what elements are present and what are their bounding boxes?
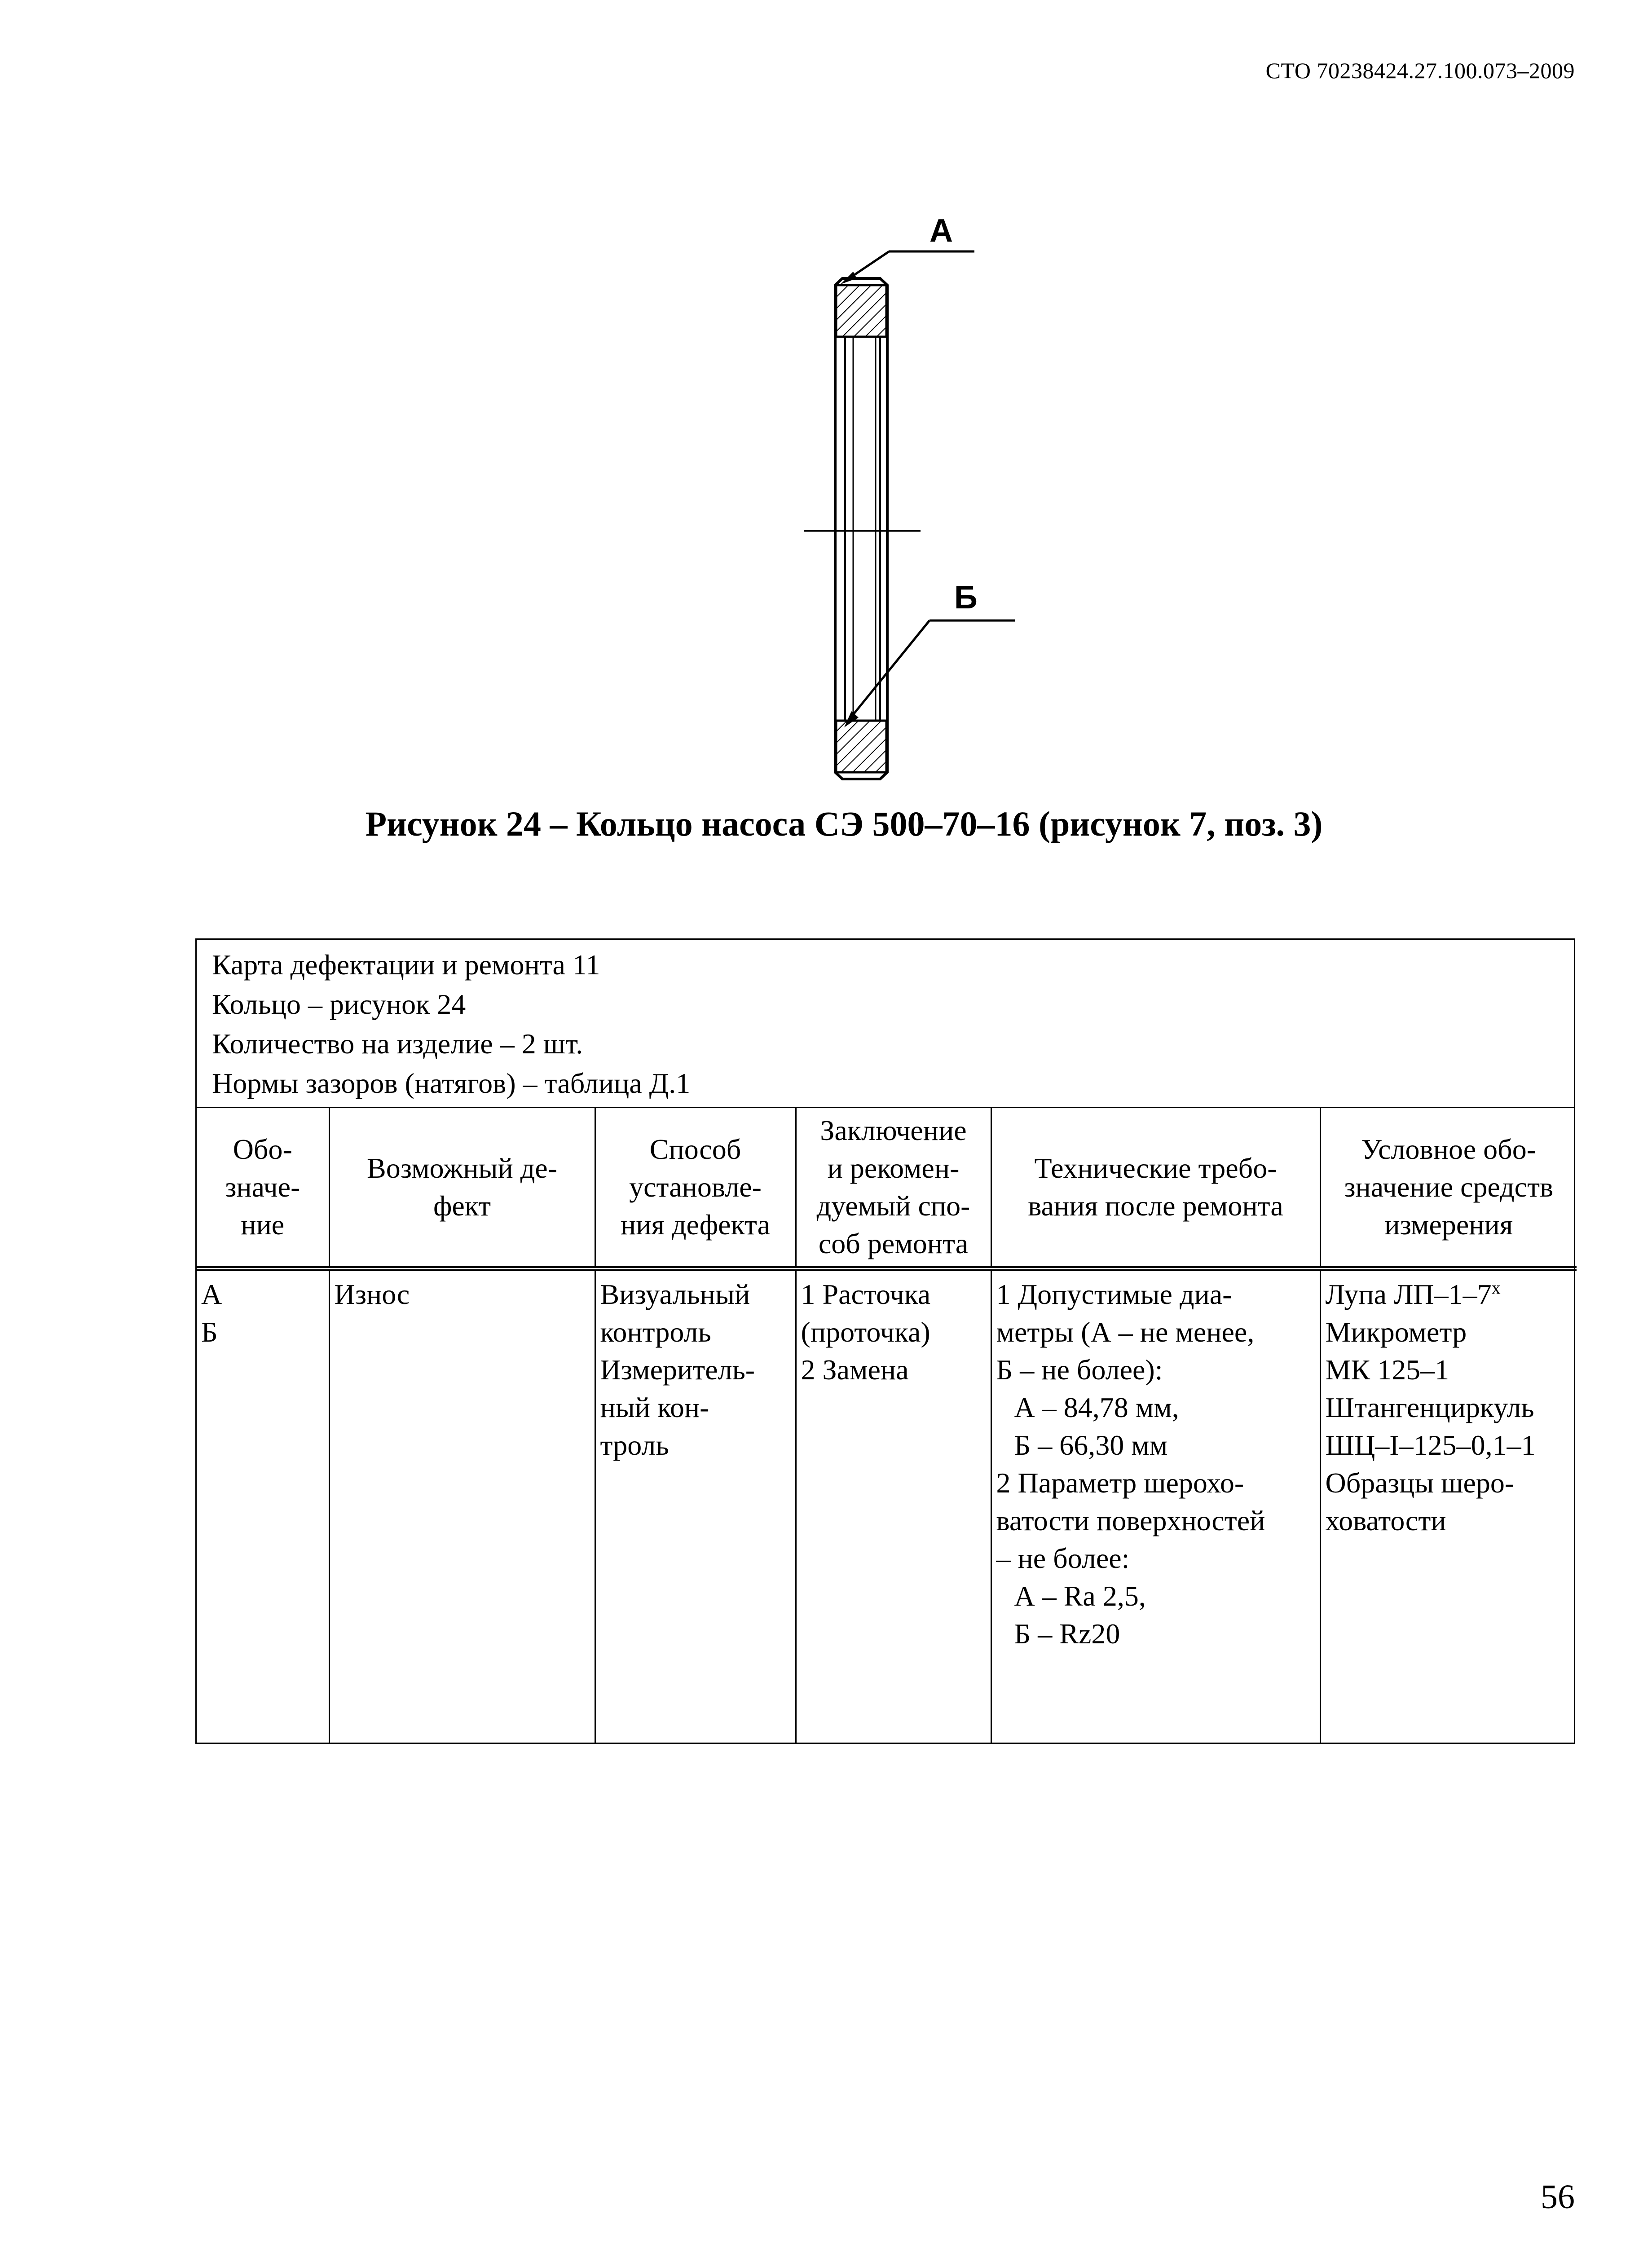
card-title: Карта дефектации и ремонта 11 xyxy=(212,949,600,981)
defect-card xyxy=(195,938,1575,1744)
cell-requirements: 1 Допустимые диа- метры (А – не менее, Б – не более): А – 84,78 мм, Б – 66,30 мм 2 Параметр шерохо- ватости поверхностей – не более: А – Ra 2,5, Б – Rz20 xyxy=(991,1269,1320,1743)
cell-repair: 1 Расточка (проточка) 2 Замена xyxy=(796,1269,991,1743)
cell-defect: Износ xyxy=(329,1269,595,1743)
label-b: Б xyxy=(954,580,978,616)
column-header-designation: Обо- значе- ние xyxy=(197,1108,329,1269)
defect-table xyxy=(197,1108,1577,1743)
ring-drawing xyxy=(745,193,1060,799)
cell-designation: А Б xyxy=(197,1269,329,1743)
card-quantity: Количество на изделие – 2 шт. xyxy=(212,1028,583,1060)
card-norms: Нормы зазоров (натягов) – таблица Д.1 xyxy=(212,1067,691,1099)
cell-method: Визуальный контроль Измеритель- ный кон- троль xyxy=(595,1269,796,1743)
top-section xyxy=(836,285,886,337)
figure-caption: Рисунок 24 – Кольцо насоса СЭ 500–70–16 (рисунок 7, поз. 3) xyxy=(365,804,1323,843)
card-part: Кольцо – рисунок 24 xyxy=(212,988,466,1020)
label-a: А xyxy=(930,213,953,249)
bottom-section xyxy=(836,721,886,772)
column-header-tools: Условное обо- значение средств измерения xyxy=(1320,1108,1577,1269)
page-number: 56 xyxy=(1541,2178,1575,2216)
table-row xyxy=(197,1269,1577,1743)
column-header-repair: Заключение и рекомен- дуемый спо- соб ремонта xyxy=(796,1108,991,1269)
document-code: СТО 70238424.27.100.073–2009 xyxy=(1265,58,1575,83)
card-header xyxy=(197,940,1574,1108)
table-header-row xyxy=(197,1108,1577,1269)
column-header-defect: Возможный де- фект xyxy=(329,1108,595,1269)
column-header-requirements: Технические требо- вания после ремонта xyxy=(991,1108,1320,1269)
column-header-method: Способ установле- ния дефекта xyxy=(595,1108,796,1269)
cell-tools: Лупа $ЛП-1-7^х$ Микрометр МК 125–1 Штангенциркуль ШЦ–I–125–0,1–1 Образцы шеро- ховатости xyxy=(1325,1277,1536,1536)
